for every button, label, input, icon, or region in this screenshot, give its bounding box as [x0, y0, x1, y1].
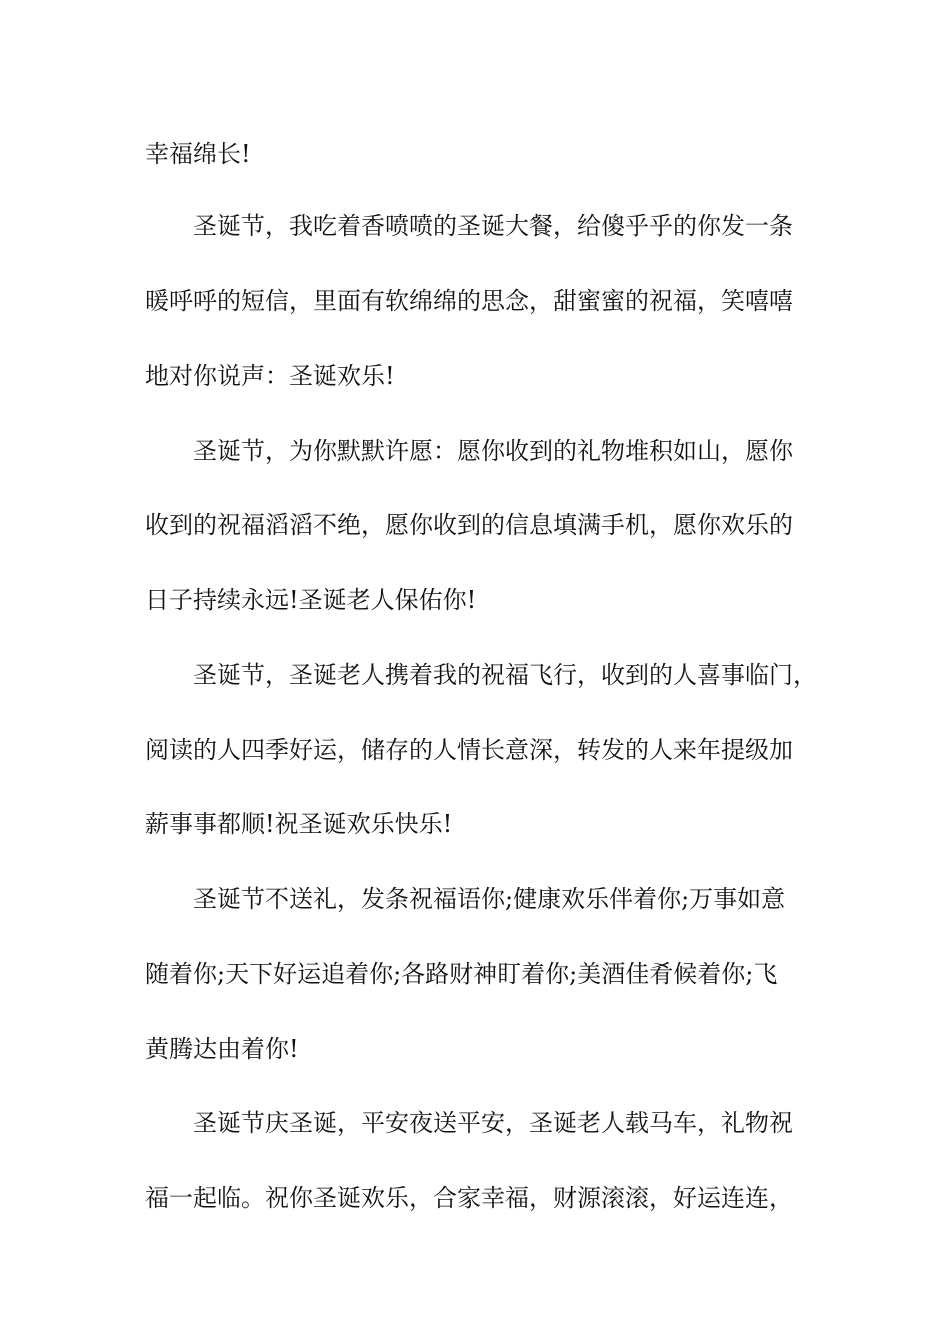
- text-line: 黄腾达由着你!: [145, 1035, 299, 1063]
- text-line: 日子持续永远!圣诞老人保佑你!: [145, 586, 477, 614]
- text-line: 收到的祝福滔滔不绝，愿你收到的信息填满手机，愿你欢乐的: [145, 511, 793, 539]
- text-line: 阅读的人四季好运，储存的人情长意深，转发的人来年提级加: [145, 736, 793, 764]
- paragraph-first-line: 圣诞节不送礼，发条祝福语你;健康欢乐伴着你;万事如意: [193, 885, 786, 913]
- text-line: 随着你;天下好运追着你;各路财神盯着你;美酒佳肴候着你;飞: [145, 960, 778, 988]
- text-line: 薪事事都顺!祝圣诞欢乐快乐!: [145, 810, 453, 838]
- text-line: 幸福绵长!: [145, 140, 251, 168]
- paragraph-first-line: 圣诞节庆圣诞，平安夜送平安，圣诞老人载马车，礼物祝: [193, 1109, 793, 1137]
- paragraph-first-line: 圣诞节，圣诞老人携着我的祝福飞行，收到的人喜事临门，: [193, 661, 817, 689]
- paragraph-first-line: 圣诞节，我吃着香喷喷的圣诞大餐，给傻乎乎的你发一条: [193, 212, 793, 240]
- text-line: 地对你说声：圣诞欢乐!: [145, 362, 395, 390]
- text-line: 暖呼呼的短信，里面有软绵绵的思念，甜蜜蜜的祝福，笑嘻嘻: [145, 287, 793, 315]
- paragraph-first-line: 圣诞节，为你默默许愿：愿你收到的礼物堆积如山，愿你: [193, 437, 793, 465]
- text-line: 福一起临。祝你圣诞欢乐，合家幸福，财源滚滚，好运连连，: [145, 1184, 793, 1212]
